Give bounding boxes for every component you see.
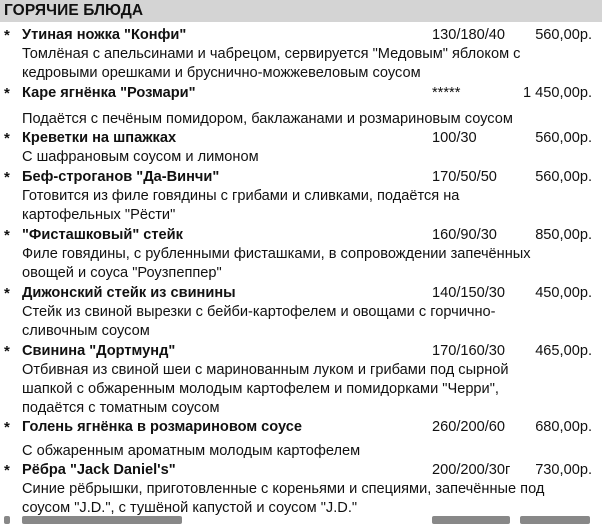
dish-name: "Фисташковый" стейк <box>22 227 183 243</box>
bullet-marker: * <box>4 462 10 479</box>
dish-weight: 260/200/60 <box>432 419 506 435</box>
dish-description <box>22 148 592 167</box>
dish-weight: 170/160/30 <box>432 343 506 359</box>
description-line: шапкой с обжаренным молодым картофелем и помидорками "Черри", <box>22 381 499 397</box>
dish-description <box>22 245 592 283</box>
bullet-marker: * <box>4 285 10 302</box>
description-line: овощей и соуса "Роузпеппер" <box>22 265 222 281</box>
bullet-marker: * <box>4 27 10 44</box>
description-line: Синие рёбрышки, приготовленные с кореньями и специями, запечённые под <box>22 481 545 497</box>
dish-weight: 170/50/50 <box>432 169 497 185</box>
description-line: Отбивная из свиной шеи с маринованным луком и грибами под сырной <box>22 362 509 378</box>
cut-off-price <box>520 516 590 524</box>
dish-price: 465,00р. <box>535 343 592 359</box>
bullet-marker: * <box>4 419 10 436</box>
dish-description <box>22 45 592 83</box>
dish-name: Креветки на шпажках <box>22 130 177 146</box>
dish-price: 730,00р. <box>535 462 592 478</box>
dish-description <box>22 187 592 225</box>
dish-name: Дижонский стейк из свинины <box>22 285 236 301</box>
description-line: сливочным соусом <box>22 323 150 339</box>
description-line: соусом "J.D.", с тушёной капустой и соусом "J.D." <box>22 500 358 516</box>
description-line: Готовится из филе говядины с грибами и сливками, подаётся на <box>22 188 460 204</box>
dish-name: Беф-строганов "Да-Винчи" <box>22 169 220 185</box>
dish-weight: 140/150/30 <box>432 285 506 301</box>
bullet-marker: * <box>4 130 10 147</box>
dish-price: 560,00р. <box>535 130 592 146</box>
description-line: С обжаренным ароматным молодым картофелем <box>22 443 361 459</box>
dish-price: 1 450,00р. <box>523 85 592 101</box>
dish-weight: 100/30 <box>432 130 477 146</box>
dish-price: 560,00р. <box>535 27 592 43</box>
dish-name: Утиная ножка "Конфи" <box>22 27 187 43</box>
bullet-marker: * <box>4 227 10 244</box>
description-line: Подаётся с печёным помидором, баклажанами и розмариновым соусом <box>22 111 513 127</box>
description-line: Филе говядины, с рубленными фисташками, в сопровождении запечённых <box>22 246 531 262</box>
dish-price: 850,00р. <box>535 227 592 243</box>
dish-weight: ***** <box>432 85 461 101</box>
dish-description <box>22 110 592 129</box>
dish-weight: 200/200/30г <box>432 462 511 478</box>
bullet-marker: * <box>4 169 10 186</box>
description-line: Стейк из свиной вырезки с бейби-картофелем и овощами с горчично- <box>22 304 496 320</box>
description-line: С шафрановым соусом и лимоном <box>22 149 259 165</box>
dish-description <box>22 361 592 418</box>
dish-name: Голень ягнёнка в розмариновом соусе <box>22 419 303 435</box>
cut-off-next-item <box>0 515 602 524</box>
section-header: ГОРЯЧИЕ БЛЮДА <box>0 0 602 22</box>
dish-price: 560,00р. <box>535 169 592 185</box>
dish-name: Свинина "Дортмунд" <box>22 343 176 359</box>
description-line: Томлёная с апельсинами и чабрецом, сервируется "Медовым" яблоком с <box>22 46 521 62</box>
cut-off-name <box>22 516 182 524</box>
description-line: кедровыми орешками и бруснично-можжевеловым соусом <box>22 65 421 81</box>
dish-weight: 160/90/30 <box>432 227 497 243</box>
dish-description <box>22 303 592 341</box>
description-line: картофельных "Рёсти" <box>22 207 176 223</box>
bullet-marker: * <box>4 85 10 102</box>
dish-price: 450,00р. <box>535 285 592 301</box>
dish-price: 680,00р. <box>535 419 592 435</box>
cut-off-bullet <box>4 516 10 524</box>
dish-description <box>22 480 592 518</box>
bullet-marker: * <box>4 343 10 360</box>
cut-off-weight <box>432 516 510 524</box>
dish-weight: 130/180/40 <box>432 27 506 43</box>
dish-description <box>22 442 592 461</box>
description-line: подаётся с томатным соусом <box>22 400 220 416</box>
dish-name: Рёбра "Jack Daniel's" <box>22 462 176 478</box>
dish-name: Каре ягнёнка "Розмари" <box>22 85 196 101</box>
